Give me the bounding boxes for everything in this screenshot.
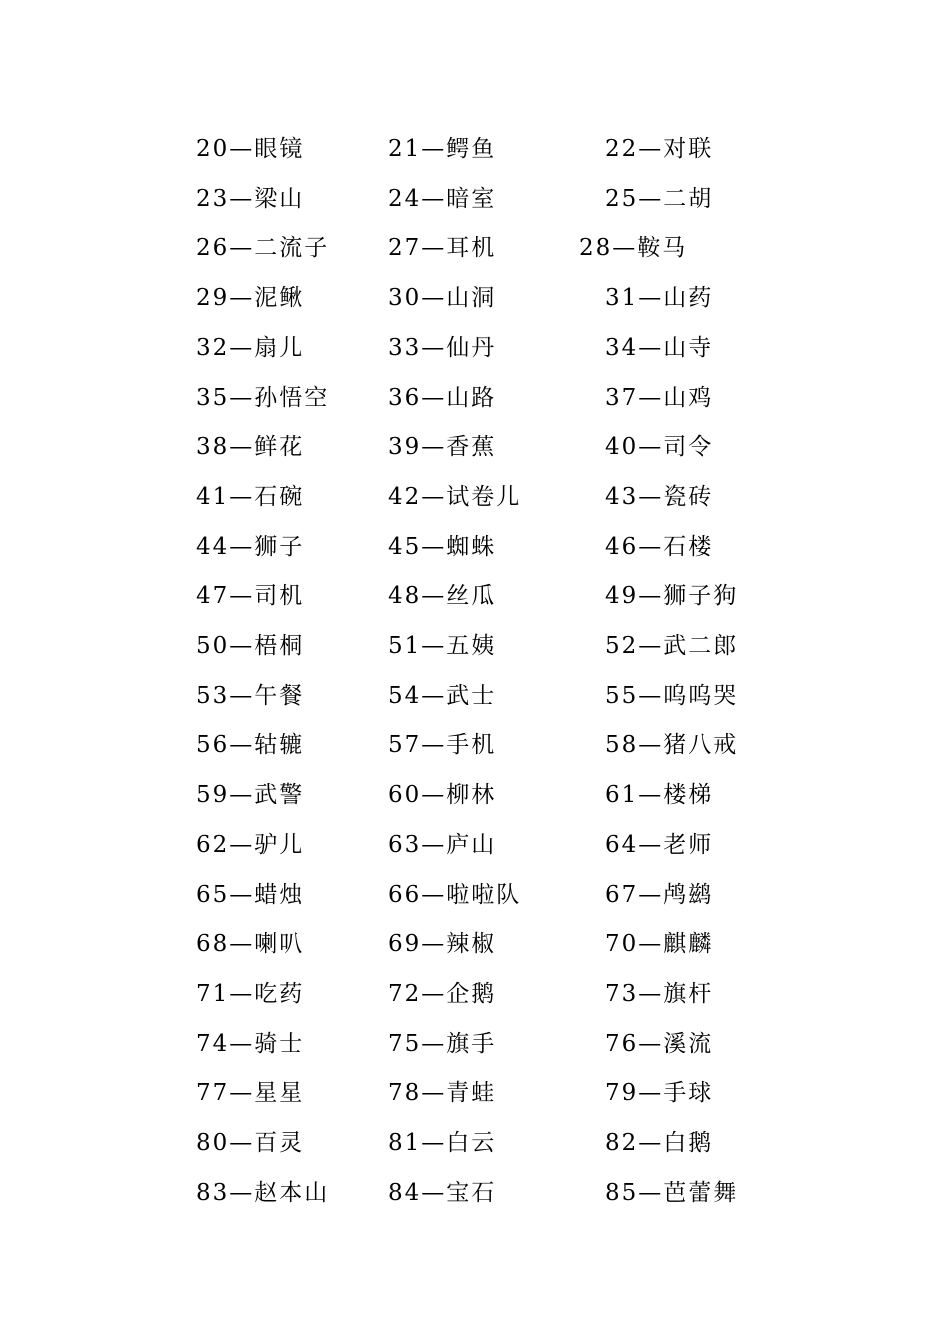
- list-item: 66—啦啦队: [388, 882, 522, 908]
- list-row: [0, 775, 950, 815]
- list-item: 40—司令: [605, 434, 714, 460]
- list-item: 41—石碗: [196, 484, 305, 510]
- list-item: 57—手机: [388, 732, 497, 758]
- list-row: [0, 626, 950, 666]
- list-item: 84—宝石: [388, 1180, 497, 1206]
- list-item: 76—溪流: [605, 1031, 714, 1057]
- list-item: 30—山洞: [388, 285, 497, 311]
- list-row: [0, 1073, 950, 1113]
- list-row: [0, 129, 950, 169]
- list-item: 59—武警: [196, 782, 305, 808]
- list-row: [0, 228, 950, 268]
- list-item: 78—青蛙: [388, 1080, 497, 1106]
- list-row: [0, 378, 950, 418]
- list-item: 69—辣椒: [388, 931, 497, 957]
- list-item: 85—芭蕾舞: [605, 1180, 739, 1206]
- list-row: [0, 825, 950, 865]
- list-item: 32—扇儿: [196, 335, 305, 361]
- list-item: 35—孙悟空: [196, 385, 330, 411]
- list-item: 58—猪八戒: [605, 732, 739, 758]
- list-item: 81—白云: [388, 1130, 497, 1156]
- list-item: 67—鸬鹚: [605, 882, 714, 908]
- list-item: 70—麒麟: [605, 931, 714, 957]
- list-item: 68—喇叭: [196, 931, 305, 957]
- list-item: 56—轱辘: [196, 732, 305, 758]
- list-item: 51—五姨: [388, 633, 497, 659]
- list-item: 25—二胡: [605, 186, 714, 212]
- list-item: 62—驴儿: [196, 832, 305, 858]
- list-row: [0, 179, 950, 219]
- list-item: 45—蜘蛛: [388, 534, 497, 560]
- list-item: 64—老师: [605, 832, 714, 858]
- list-item: 20—眼镜: [196, 136, 305, 162]
- list-item: 83—赵本山: [196, 1180, 330, 1206]
- list-item: 65—蜡烛: [196, 882, 305, 908]
- list-item: 28—鞍马: [579, 235, 688, 261]
- list-row: [0, 527, 950, 567]
- list-item: 23—梁山: [196, 186, 305, 212]
- list-item: 39—香蕉: [388, 434, 497, 460]
- list-item: 54—武士: [388, 683, 497, 709]
- list-row: [0, 974, 950, 1014]
- list-item: 72—企鹅: [388, 981, 497, 1007]
- list-item: 53—午餐: [196, 683, 305, 709]
- list-item: 80—百灵: [196, 1130, 305, 1156]
- list-item: 46—石楼: [605, 534, 714, 560]
- list-item: 75—旗手: [388, 1031, 497, 1057]
- list-item: 36—山路: [388, 385, 497, 411]
- list-item: 52—武二郎: [605, 633, 739, 659]
- list-item: 37—山鸡: [605, 385, 714, 411]
- list-item: 82—白鹅: [605, 1130, 714, 1156]
- list-item: 29—泥鳅: [196, 285, 305, 311]
- list-row: [0, 1173, 950, 1213]
- list-row: [0, 725, 950, 765]
- list-item: 38—鲜花: [196, 434, 305, 460]
- list-item: 48—丝瓜: [388, 583, 497, 609]
- list-item: 31—山药: [605, 285, 714, 311]
- list-item: 63—庐山: [388, 832, 497, 858]
- list-item: 71—吃药: [196, 981, 305, 1007]
- list-row: [0, 328, 950, 368]
- list-row: [0, 576, 950, 616]
- list-item: 50—梧桐: [196, 633, 305, 659]
- list-row: [0, 477, 950, 517]
- list-item: 47—司机: [196, 583, 305, 609]
- list-item: 79—手球: [605, 1080, 714, 1106]
- list-item: 24—暗室: [388, 186, 497, 212]
- list-item: 33—仙丹: [388, 335, 497, 361]
- list-item: 22—对联: [605, 136, 714, 162]
- list-item: 42—试卷儿: [388, 484, 522, 510]
- list-item: 55—呜呜哭: [605, 683, 739, 709]
- list-row: [0, 1123, 950, 1163]
- list-item: 73—旗杆: [605, 981, 714, 1007]
- list-row: [0, 875, 950, 915]
- list-item: 26—二流子: [196, 235, 330, 261]
- list-item: 43—瓷砖: [605, 484, 714, 510]
- list-row: [0, 676, 950, 716]
- list-item: 74—骑士: [196, 1031, 305, 1057]
- list-item: 27—耳机: [388, 235, 497, 261]
- list-item: 34—山寺: [605, 335, 714, 361]
- list-row: [0, 427, 950, 467]
- list-item: 44—狮子: [196, 534, 305, 560]
- list-row: [0, 924, 950, 964]
- list-item: 60—柳林: [388, 782, 497, 808]
- list-item: 49—狮子狗: [605, 583, 739, 609]
- list-item: 21—鳄鱼: [388, 136, 497, 162]
- list-row: [0, 278, 950, 318]
- list-row: [0, 1024, 950, 1064]
- list-item: 77—星星: [196, 1080, 305, 1106]
- list-item: 61—楼梯: [605, 782, 714, 808]
